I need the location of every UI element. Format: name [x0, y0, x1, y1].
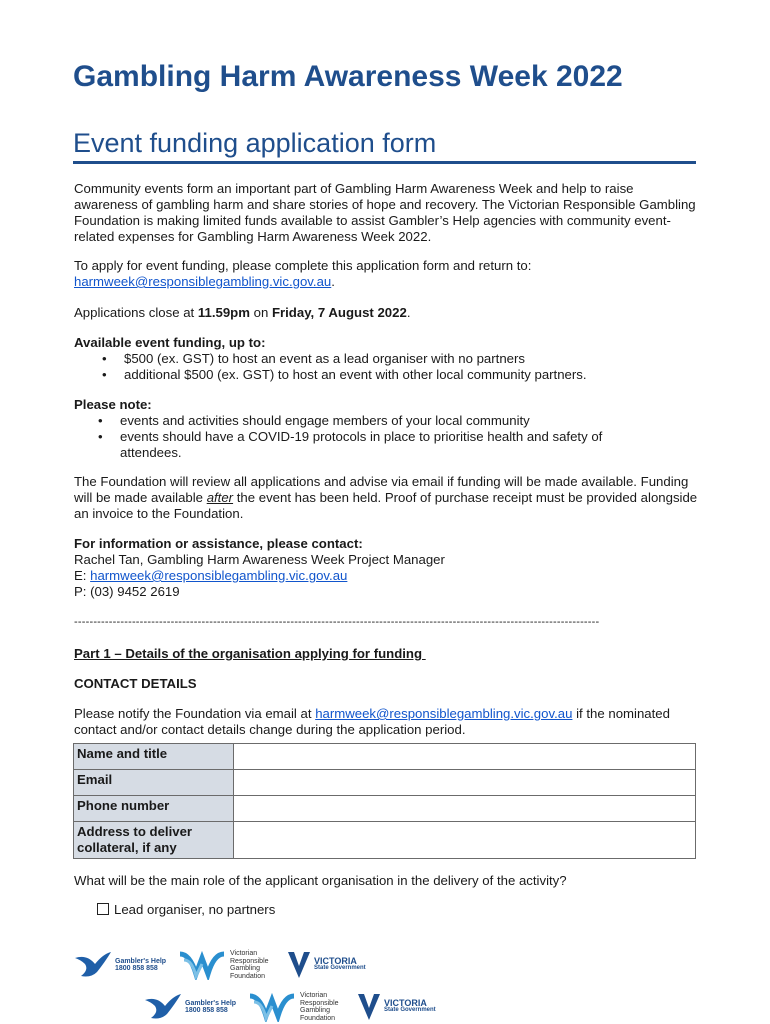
- close-date: Friday, 7 August 2022: [271, 305, 407, 320]
- info-phone: P: (03) 9452 2619: [74, 584, 180, 599]
- vrgf-icon: [178, 950, 226, 980]
- row-label: Address to deliver collateral, if any: [74, 822, 234, 859]
- info-heading: For information or assistance, please contact:: [74, 536, 363, 551]
- note-item: • events should have a COVID-19 protocols in place to prioritise health and safety of attendees.: [74, 429, 699, 461]
- page-title: Gambling Harm Awareness Week 2022: [73, 60, 623, 93]
- review-paragraph: The Foundation will review all applications and advise via email if funding will be made available. Funding will be made available after the event has been held. Proof of purchase receipt must be provided alongside an invoice to the Foundation.: [74, 474, 698, 521]
- victoria-icon: [286, 950, 312, 980]
- victoria-logo: VICTORIA State Government: [356, 992, 436, 1022]
- email-field[interactable]: [234, 770, 696, 796]
- close-time: 11.59pm: [197, 305, 250, 320]
- vrgf-logo: Victorian Responsible Gambling Foundation: [178, 950, 286, 980]
- vrgf-icon: [248, 992, 296, 1022]
- info-contact-name: Rachel Tan, Gambling Harm Awareness Week Project Manager: [74, 552, 445, 567]
- notify-email-link[interactable]: harmweek@responsiblegambling.vic.gov.au: [315, 706, 573, 721]
- info-email-label: E:: [74, 568, 91, 583]
- contact-details-table: [73, 743, 696, 859]
- role-question: What will be the main role of the applicant organisation in the delivery of the activity?: [74, 873, 567, 888]
- note-section: [74, 397, 699, 461]
- apply-text: To apply for event funding, please complete this application form and return to:: [74, 258, 532, 273]
- close-paragraph: [74, 305, 699, 321]
- checkbox[interactable]: [97, 903, 109, 915]
- notify-paragraph: Please notify the Foundation via email at harmweek@responsiblegambling.vic.gov.au if the nominated contact and/or contact details change during the application period.: [74, 706, 670, 737]
- title-rule: [73, 161, 696, 164]
- intro-paragraph: Community events form an important part of Gambling Harm Awareness Week and help to raise awareness of gambling harm and share stories of hope and recovery. The Victorian Responsible Gambling Foundation is making limited funds available to assist Gambler’s Help agencies with community event-related expenses for Gambling Harm Awareness Week 2022.: [74, 181, 696, 244]
- funding-heading: Available event funding, up to:: [74, 335, 266, 350]
- funding-section: [74, 335, 699, 383]
- row-label: Phone number: [74, 796, 234, 822]
- contact-details-heading: CONTACT DETAILS: [74, 676, 197, 691]
- name-title-field[interactable]: [234, 744, 696, 770]
- victoria-logo: VICTORIA State Government: [286, 950, 366, 980]
- vrgf-logo: Victorian Responsible Gambling Foundation: [248, 992, 356, 1022]
- close-prefix: Applications close at: [74, 305, 198, 320]
- table-row: [74, 744, 696, 770]
- apply-suffix: .: [331, 274, 335, 289]
- table-row: [74, 796, 696, 822]
- lead-organiser-option[interactable]: [97, 902, 275, 917]
- gamblers-help-icon: [73, 950, 113, 980]
- table-row: [74, 770, 696, 796]
- address-field[interactable]: [234, 822, 696, 859]
- victoria-icon: [356, 992, 382, 1022]
- gamblers-help-icon: [143, 992, 183, 1022]
- part1-heading: Part 1 – Details of the organisation applying for funding: [74, 646, 426, 661]
- info-section: [74, 536, 699, 600]
- note-heading: Please note:: [74, 397, 152, 412]
- apply-paragraph: [74, 258, 699, 290]
- info-email-link[interactable]: harmweek@responsiblegambling.vic.gov.au: [90, 568, 348, 583]
- gamblers-help-logo: Gambler's Help 1800 858 858: [143, 992, 236, 1022]
- gamblers-help-logo: Gambler's Help 1800 858 858: [73, 950, 166, 980]
- close-suffix: .: [406, 305, 411, 320]
- table-row: [74, 822, 696, 859]
- page-subtitle: Event funding application form: [73, 128, 437, 158]
- funding-item: • $500 (ex. GST) to host an event as a lead organiser with no partners: [78, 351, 699, 367]
- row-label: Email: [74, 770, 234, 796]
- dashed-divider: ----------------------------------------------------------------------------------------------------------------------------------------: [74, 616, 600, 628]
- phone-field[interactable]: [234, 796, 696, 822]
- close-on: on: [249, 305, 272, 320]
- option-label: Lead organiser, no partners: [114, 902, 276, 917]
- apply-email-link[interactable]: harmweek@responsiblegambling.vic.gov.au: [74, 274, 332, 289]
- note-item: • events and activities should engage members of your local community: [74, 413, 699, 429]
- review-emphasis: after: [206, 490, 234, 505]
- row-label: Name and title: [74, 744, 234, 770]
- funding-item: • additional $500 (ex. GST) to host an event with other local community partners.: [78, 367, 699, 383]
